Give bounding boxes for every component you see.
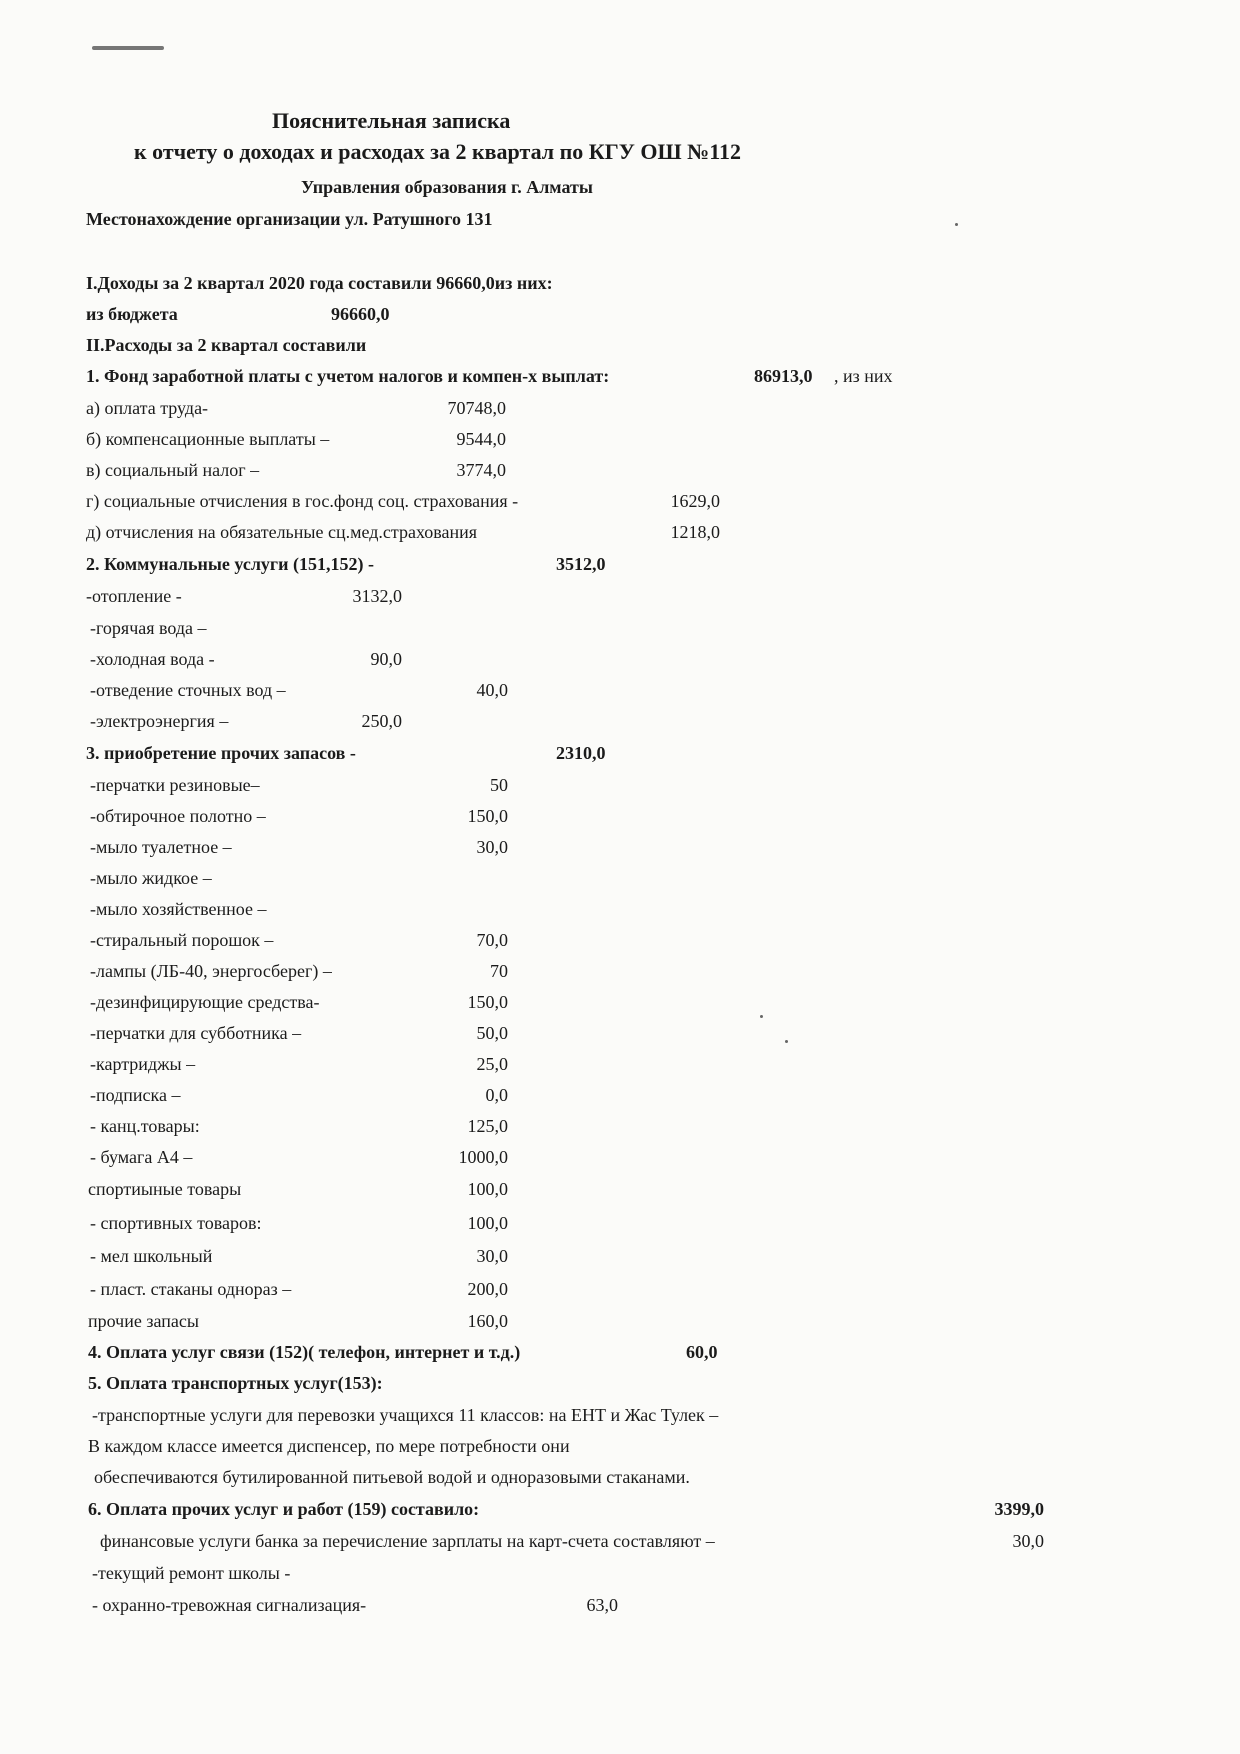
s1-item-label: г) социальные отчисления в гос.фонд соц. страхования -	[86, 491, 519, 511]
s3-item-label: -мыло хозяйственное –	[90, 899, 267, 919]
s1-item-value: 9544,0	[456, 429, 506, 449]
pen-mark	[92, 46, 164, 50]
scan-speck	[760, 1015, 763, 1018]
s3-item-value: 70,0	[476, 930, 508, 950]
s3-item-label: -перчатки резиновые–	[90, 775, 260, 795]
budget-label: из бюджета	[86, 304, 178, 324]
s3-item-label: -мыло туалетное –	[90, 837, 232, 857]
s3-total: 2310,0	[556, 743, 606, 763]
expenses-heading: II.Расходы за 2 квартал составили	[86, 335, 367, 355]
s3-item-value: 125,0	[467, 1116, 508, 1136]
s5-line: обеспечиваются бутилированной питьевой водой и одноразовыми стаканами.	[94, 1467, 690, 1487]
s6-item-label: -текущий ремонт школы -	[92, 1563, 291, 1583]
s1-item-label: б) компенсационные выплаты –	[86, 429, 330, 449]
s6-item-value: 63,0	[586, 1595, 618, 1615]
s3-item-label: -картриджы –	[90, 1054, 196, 1074]
s2-item-value: 250,0	[361, 711, 402, 731]
s1-item-value: 1218,0	[670, 522, 720, 542]
s4-total: 60,0	[686, 1342, 718, 1362]
s3-item-label: - пласт. стаканы однораз –	[90, 1279, 292, 1299]
s3-item-label: -подписка –	[90, 1085, 181, 1105]
scan-speck	[785, 1040, 788, 1043]
s3-item-value: 30,0	[476, 1246, 508, 1266]
s3-item-value: 200,0	[467, 1279, 508, 1299]
s2-item-label: -холодная вода -	[90, 649, 215, 669]
s1-title: 1. Фонд заработной платы с учетом налогов и компен-х выплат:	[86, 366, 610, 386]
s3-item-value: 25,0	[476, 1054, 508, 1074]
s3-item-value: 50	[490, 775, 508, 795]
s2-title: 2. Коммунальные услуги (151,152) -	[86, 554, 374, 574]
s6-title: 6. Оплата прочих услуг и работ (159) составило:	[88, 1499, 480, 1519]
s2-item-value: 90,0	[370, 649, 402, 669]
s3-item-label: -стиральный порошок –	[90, 930, 274, 950]
s6-item-label: - охранно-тревожная сигнализация-	[92, 1595, 367, 1615]
s3-item-value: 30,0	[476, 837, 508, 857]
s2-item-label: -электроэнергия –	[90, 711, 229, 731]
s1-item-label: д) отчисления на обязательные сц.мед.страхования	[86, 522, 478, 542]
s1-item-value: 1629,0	[670, 491, 720, 511]
scan-speck	[955, 223, 958, 226]
s2-item-label: -горячая вода –	[90, 618, 207, 638]
s3-item-value: 150,0	[467, 806, 508, 826]
s3-item-label: -лампы (ЛБ-40, энергосберег) –	[90, 961, 332, 981]
doc-subtitle: Управления образования г. Алматы	[301, 177, 593, 197]
budget-value: 96660,0	[331, 304, 390, 324]
s3-item-label: -перчатки для субботника –	[90, 1023, 302, 1043]
doc-title: Пояснительная записка	[272, 108, 511, 133]
s5-title: 5. Оплата транспортных услуг(153):	[88, 1373, 383, 1393]
s4-title: 4. Оплата услуг связи (152)( телефон, интернет и т.д.)	[88, 1342, 521, 1362]
s5-line: -транспортные услуги для перевозки учащихся 11 классов: на ЕНТ и Жас Тулек –	[92, 1405, 719, 1425]
s3-item-label: прочие запасы	[88, 1311, 199, 1331]
s3-item-value: 50,0	[476, 1023, 508, 1043]
s3-item-value: 160,0	[467, 1311, 508, 1331]
doc-title-2: к отчету о доходах и расходах за 2 квартал по КГУ ОШ №112	[134, 139, 742, 164]
s1-suffix: , из них	[834, 366, 893, 386]
s3-item-label: спортиыные товары	[88, 1179, 242, 1199]
s3-item-label: -обтирочное полотно –	[90, 806, 266, 826]
s3-item-label: - мел школьный	[90, 1246, 213, 1266]
s6-item-value: 30,0	[1012, 1531, 1044, 1551]
s1-item-label: а) оплата труда-	[86, 398, 209, 418]
income-line: I.Доходы за 2 квартал 2020 года составили 96660,0из них:	[86, 273, 553, 293]
s3-item-label: -мыло жидкое –	[90, 868, 212, 888]
s2-item-value: 3132,0	[352, 586, 402, 606]
s6-total: 3399,0	[994, 1499, 1044, 1519]
s2-item-label: -отопление -	[86, 586, 182, 606]
s2-item-label: -отведение сточных вод –	[90, 680, 286, 700]
s6-item-label: финансовые услуги банка за перечисление зарплаты на карт-счета составляют –	[100, 1531, 715, 1551]
s3-item-value: 150,0	[467, 992, 508, 1012]
s3-item-label: -дезинфицирующие средства-	[90, 992, 320, 1012]
s3-item-value: 1000,0	[458, 1147, 508, 1167]
s3-item-label: - спортивных товаров:	[90, 1213, 262, 1233]
s1-item-value: 70748,0	[447, 398, 506, 418]
s1-total: 86913,0	[754, 366, 813, 386]
s3-item-label: - бумага А4 –	[90, 1147, 193, 1167]
s3-item-value: 100,0	[467, 1213, 508, 1233]
s3-item-value: 100,0	[467, 1179, 508, 1199]
s3-item-value: 70	[490, 961, 508, 981]
s1-item-value: 3774,0	[456, 460, 506, 480]
s1-item-label: в) социальный налог –	[86, 460, 260, 480]
org-location: Местонахождение организации ул. Ратушного 131	[86, 209, 493, 229]
s2-total: 3512,0	[556, 554, 606, 574]
s3-item-label: - канц.товары:	[90, 1116, 200, 1136]
s2-item-value: 40,0	[476, 680, 508, 700]
s5-line: В каждом классе имеется диспенсер, по мере потребности они	[88, 1436, 570, 1456]
s3-item-value: 0,0	[485, 1085, 508, 1105]
s3-title: 3. приобретение прочих запасов -	[86, 743, 356, 763]
